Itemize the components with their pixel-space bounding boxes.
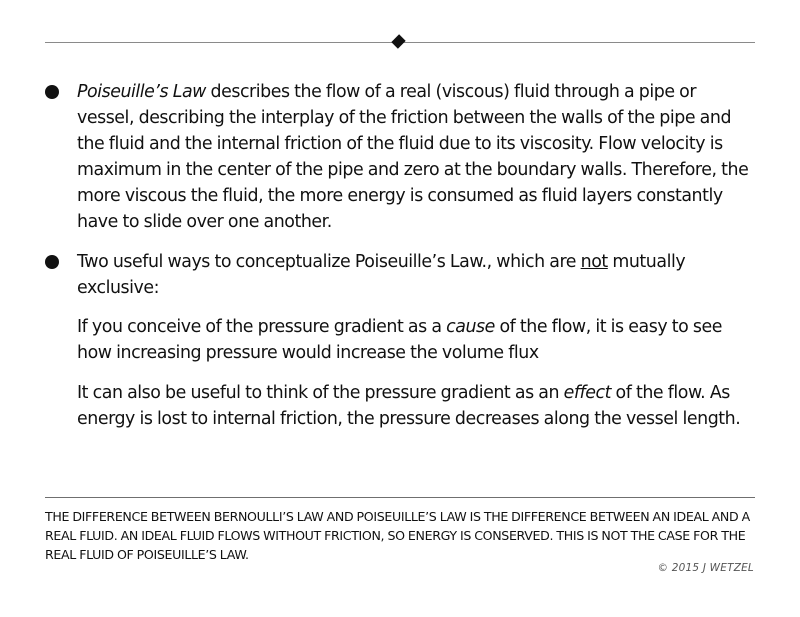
copyright: © 2015 J WETZEL — [657, 562, 754, 574]
definition-paragraph — [77, 79, 757, 235]
effect-text-start: It can also be useful to think of the pressure gradient as an — [77, 383, 564, 403]
bullet-conceptualize — [45, 249, 757, 301]
bullet-dot-icon — [45, 85, 59, 99]
footer-note: THE DIFFERENCE BETWEEN BERNOULLI’S LAW AND POISEUILLE’S LAW IS THE DIFFERENCE BETWEEN AN IDEAL AND A REAL FLUID. AN IDEAL FLUID FLOWS WITHOUT FRICTION, SO ENERGY IS CONSERVED. THIS IS NOT THE CASE FOR THE REAL FLUID OF POISEUILLE’S LAW. — [45, 509, 750, 562]
cause-text-end: of the flow, it is easy to see how increasing pressure would increase the volume flux — [77, 317, 722, 363]
cause-text-start: If you conceive of the pressure gradient as a — [77, 317, 447, 337]
term-poiseuilles-law: Poiseuille’s Law — [77, 82, 206, 102]
bullet-dot-icon — [45, 255, 59, 269]
bottom-divider — [45, 497, 755, 498]
emphasis-cause: cause — [446, 317, 495, 337]
conceptualize-text-start: Two useful ways to conceptualize Poiseuille’s Law., which are — [77, 252, 581, 272]
effect-text-end: of the flow. As energy is lost to internal friction, the pressure decreases along the vessel length. — [77, 383, 741, 429]
conceptualize-text-end: mutually exclusive: — [77, 252, 686, 298]
emphasis-effect: effect — [563, 383, 611, 403]
definition-text: describes the flow of a real (viscous) fluid through a pipe or vessel, describing the interplay of the friction between the walls of the pipe and the fluid and the internal friction of the fluid due to its viscosity. Flow velocity is maximum in the center of the pipe and zero at the boundary walls. Therefore, the more viscous the fluid, the more energy is consumed as fluid layers constantly have to slide over one another. — [77, 82, 749, 232]
diamond-icon — [391, 34, 405, 48]
bullet-poiseuille-definition — [45, 79, 757, 235]
cause-paragraph — [77, 314, 757, 366]
underlined-not: not — [580, 252, 608, 272]
conceptualize-paragraph — [77, 249, 757, 301]
effect-paragraph — [77, 380, 757, 432]
